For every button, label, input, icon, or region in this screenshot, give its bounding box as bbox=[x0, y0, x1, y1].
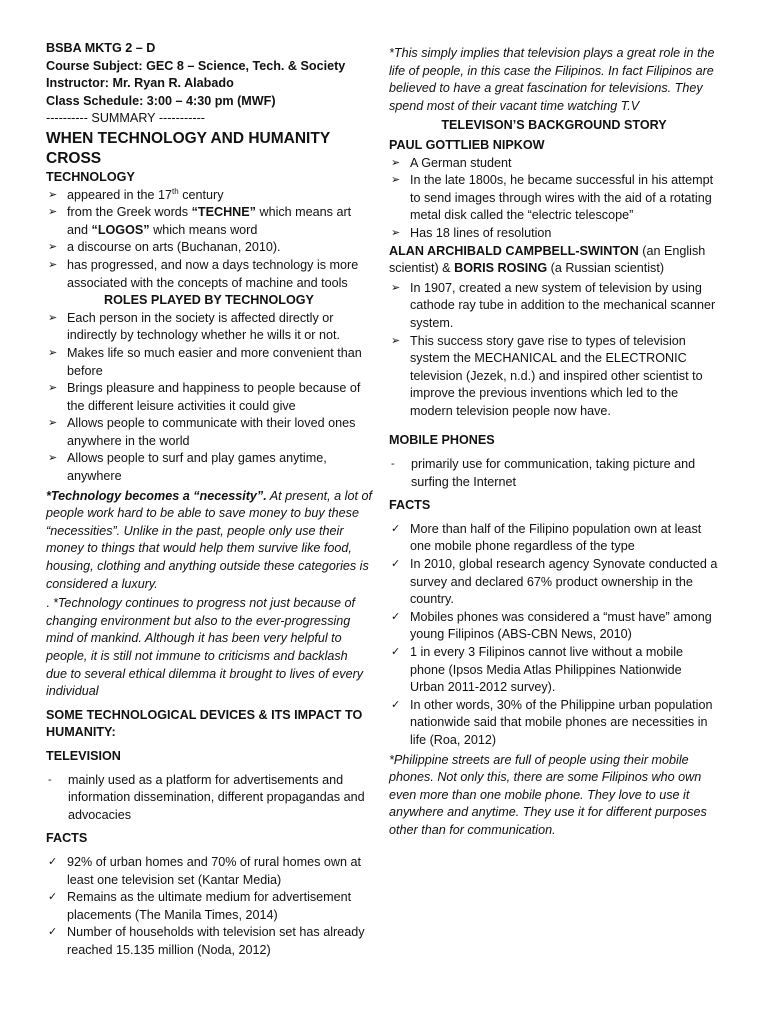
tv-facts-list bbox=[46, 854, 372, 960]
left-column bbox=[46, 40, 372, 960]
list-item: ➢ In the late 1800s, he became successful in his attempt to send images through wires with the aid of a rotating metal disk called the “electric telescope” bbox=[391, 173, 714, 223]
list-item: ➢ Each person in the society is affected directly or indirectly by technology whether he wills it or not. bbox=[48, 310, 340, 343]
list-item: - mainly used as a platform for advertisements and information dissemination, different propagandas and advocacies bbox=[48, 772, 365, 822]
check-bullet-icon: ✓ bbox=[48, 926, 58, 939]
tv-note: *This simply implies that television plays a great role in the life of people, in this case the Filipinos. In fact Filipinos are believed to have a great fascination for televisions. They spend most of their vacant time watching T.V bbox=[389, 46, 715, 113]
progress-paragraph: . *Technology continues to progress not just because of changing environment but also to the ever-progressing mind of mankind. Although it has been very helpful to people, it is still not immune to criticisms and backlash due to several ethical dilemma it brought to lives of every individual bbox=[46, 596, 364, 699]
arrow-bullet-icon: ➢ bbox=[48, 346, 58, 359]
background-story-heading: TELEVISON’S BACKGROUND STORY bbox=[441, 118, 667, 133]
right-column bbox=[389, 45, 719, 840]
instructor: Instructor: Mr. Ryan R. Alabado bbox=[46, 76, 234, 91]
arrow-bullet-icon: ➢ bbox=[391, 334, 401, 347]
mobile-phones-heading: MOBILE PHONES bbox=[389, 433, 495, 448]
dash-bullet-icon: - bbox=[48, 773, 52, 786]
check-bullet-icon: ✓ bbox=[391, 558, 401, 571]
arrow-bullet-icon: ➢ bbox=[48, 311, 58, 324]
technology-heading: TECHNOLOGY bbox=[46, 169, 135, 184]
arrow-bullet-icon: ➢ bbox=[391, 174, 401, 187]
necessity-paragraph: *Technology becomes a “necessity”. At present, a lot of people work hard to be able to save money to buy these “necessities”. Unlike in the past, people only use their money to things that would help them survive like food, housing, clothing and anything outside these categories is considered a luxury. bbox=[46, 488, 372, 591]
check-bullet-icon: ✓ bbox=[391, 522, 401, 535]
roles-heading: ROLES PLAYED BY TECHNOLOGY bbox=[104, 293, 314, 308]
mobile-facts-heading: FACTS bbox=[389, 498, 431, 513]
arrow-bullet-icon: ➢ bbox=[48, 206, 58, 219]
list-item: ➢ appeared in the 17th century bbox=[46, 187, 372, 205]
main-title: WHEN TECHNOLOGY AND HUMANITY CROSS bbox=[46, 129, 330, 167]
arrow-bullet-icon: ➢ bbox=[48, 452, 58, 465]
campbell-rosing-heading: ALAN ARCHIBALD CAMPBELL-SWINTON (an English scientist) & BORIS ROSING (a Russian scientist) bbox=[389, 243, 706, 276]
nipkow-heading: PAUL GOTTLIEB NIPKOW bbox=[389, 137, 545, 152]
list-item: ➢ has progressed, and now a days technology is more associated with the concepts of machine and tools bbox=[48, 257, 359, 290]
list-item: ✓ More than half of the Filipino population own at least one mobile phone regardless of the type bbox=[391, 521, 702, 554]
check-bullet-icon: ✓ bbox=[48, 855, 58, 868]
technology-list bbox=[46, 187, 372, 293]
list-item: ✓ Number of households with television set has already reached 15.135 million (Noda, 2012) bbox=[48, 925, 365, 957]
list-item: ➢ This success story gave rise to types of television system the MECHANICAL and the ELECTRONIC television (Jezek, n.d.) and inspired other scientist to improve the previous inventions which led to the modern television people now have. bbox=[391, 333, 703, 418]
list-item: ➢ A German student bbox=[389, 155, 719, 173]
list-item: ✓ In other words, 30% of the Philippine urban population nationwide said that mobile phones are necessities in life (Roa, 2012) bbox=[391, 697, 713, 747]
list-item: ✓ Mobiles phones was considered a “must have” among young Filipinos (ABS-CBN News, 2010) bbox=[391, 609, 712, 642]
arrow-bullet-icon: ➢ bbox=[391, 156, 401, 169]
arrow-bullet-icon: ➢ bbox=[391, 281, 401, 294]
arrow-bullet-icon: ➢ bbox=[48, 188, 58, 201]
arrow-bullet-icon: ➢ bbox=[48, 258, 58, 271]
list-item: ✓ 1 in every 3 Filipinos cannot live without a mobile phone (Ipsos Media Atlas Philippines Nationwide Urban 2011-2012 survey). bbox=[391, 645, 684, 695]
nipkow-list bbox=[389, 155, 719, 243]
arrow-bullet-icon: ➢ bbox=[48, 417, 58, 430]
list-item: ➢ Has 18 lines of resolution bbox=[389, 225, 719, 243]
check-bullet-icon: ✓ bbox=[391, 646, 401, 658]
check-bullet-icon: ✓ bbox=[48, 891, 58, 904]
list-item: ➢ from the Greek words “TECHNE” which means art and “LOGOS” which means word bbox=[48, 205, 352, 237]
list-item: ➢ Makes life so much easier and more convenient than before bbox=[48, 345, 362, 378]
check-bullet-icon: ✓ bbox=[391, 698, 401, 711]
campbell-list bbox=[389, 280, 719, 421]
arrow-bullet-icon: ➢ bbox=[391, 226, 401, 239]
roles-list bbox=[46, 310, 372, 486]
arrow-bullet-icon: ➢ bbox=[48, 382, 58, 395]
list-item: ➢ In 1907, created a new system of television by using cathode ray tube in addition to the mechanical scanner system. bbox=[391, 280, 716, 330]
list-item: ✓ Remains as the ultimate medium for advertisement placements (The Manila Times, 2014) bbox=[48, 890, 352, 922]
mobile-facts-list bbox=[389, 521, 719, 750]
section-label: BSBA MKTG 2 – D bbox=[46, 41, 156, 55]
tv-facts-heading: FACTS bbox=[46, 831, 88, 846]
list-item: ➢ Allows people to surf and play games anytime, anywhere bbox=[48, 451, 327, 484]
television-use-list bbox=[46, 772, 372, 825]
class-schedule: Class Schedule: 3:00 – 4:30 pm (MWF) bbox=[46, 93, 276, 108]
list-item: ✓ 92% of urban homes and 70% of rural homes own at least one television set (Kantar Media) bbox=[48, 854, 362, 887]
course-subject: Course Subject: GEC 8 – Science, Tech. & Society bbox=[46, 58, 346, 73]
list-item: ➢ Brings pleasure and happiness to people because of the different leisure activities it could give bbox=[48, 381, 361, 413]
list-item: - primarily use for communication, taking picture and surfing the Internet bbox=[391, 457, 696, 489]
dash-bullet-icon: - bbox=[391, 458, 395, 471]
television-heading: TELEVISION bbox=[46, 748, 121, 763]
list-item: ✓ In 2010, global research agency Synovate conducted a survey and declared 67% product ownership in the country. bbox=[391, 557, 718, 607]
summary-divider: ---------- SUMMARY ----------- bbox=[46, 111, 205, 126]
list-item: ➢ Allows people to communicate with their loved ones anywhere in the world bbox=[48, 416, 356, 448]
mobile-use-list bbox=[389, 456, 719, 491]
arrow-bullet-icon: ➢ bbox=[48, 241, 58, 254]
mobile-note: *Philippine streets are full of people using their mobile phones. Not only this, there are some Filipinos who own even more than one mobile phone. They love to use it anywhere and anytime. They use it for different purposes other than for communication. bbox=[389, 752, 707, 837]
devices-heading: SOME TECHNOLOGICAL DEVICES & ITS IMPACT TO HUMANITY: bbox=[46, 707, 363, 740]
list-item: ➢ a discourse on arts (Buchanan, 2010). bbox=[46, 239, 372, 257]
check-bullet-icon: ✓ bbox=[391, 610, 401, 623]
